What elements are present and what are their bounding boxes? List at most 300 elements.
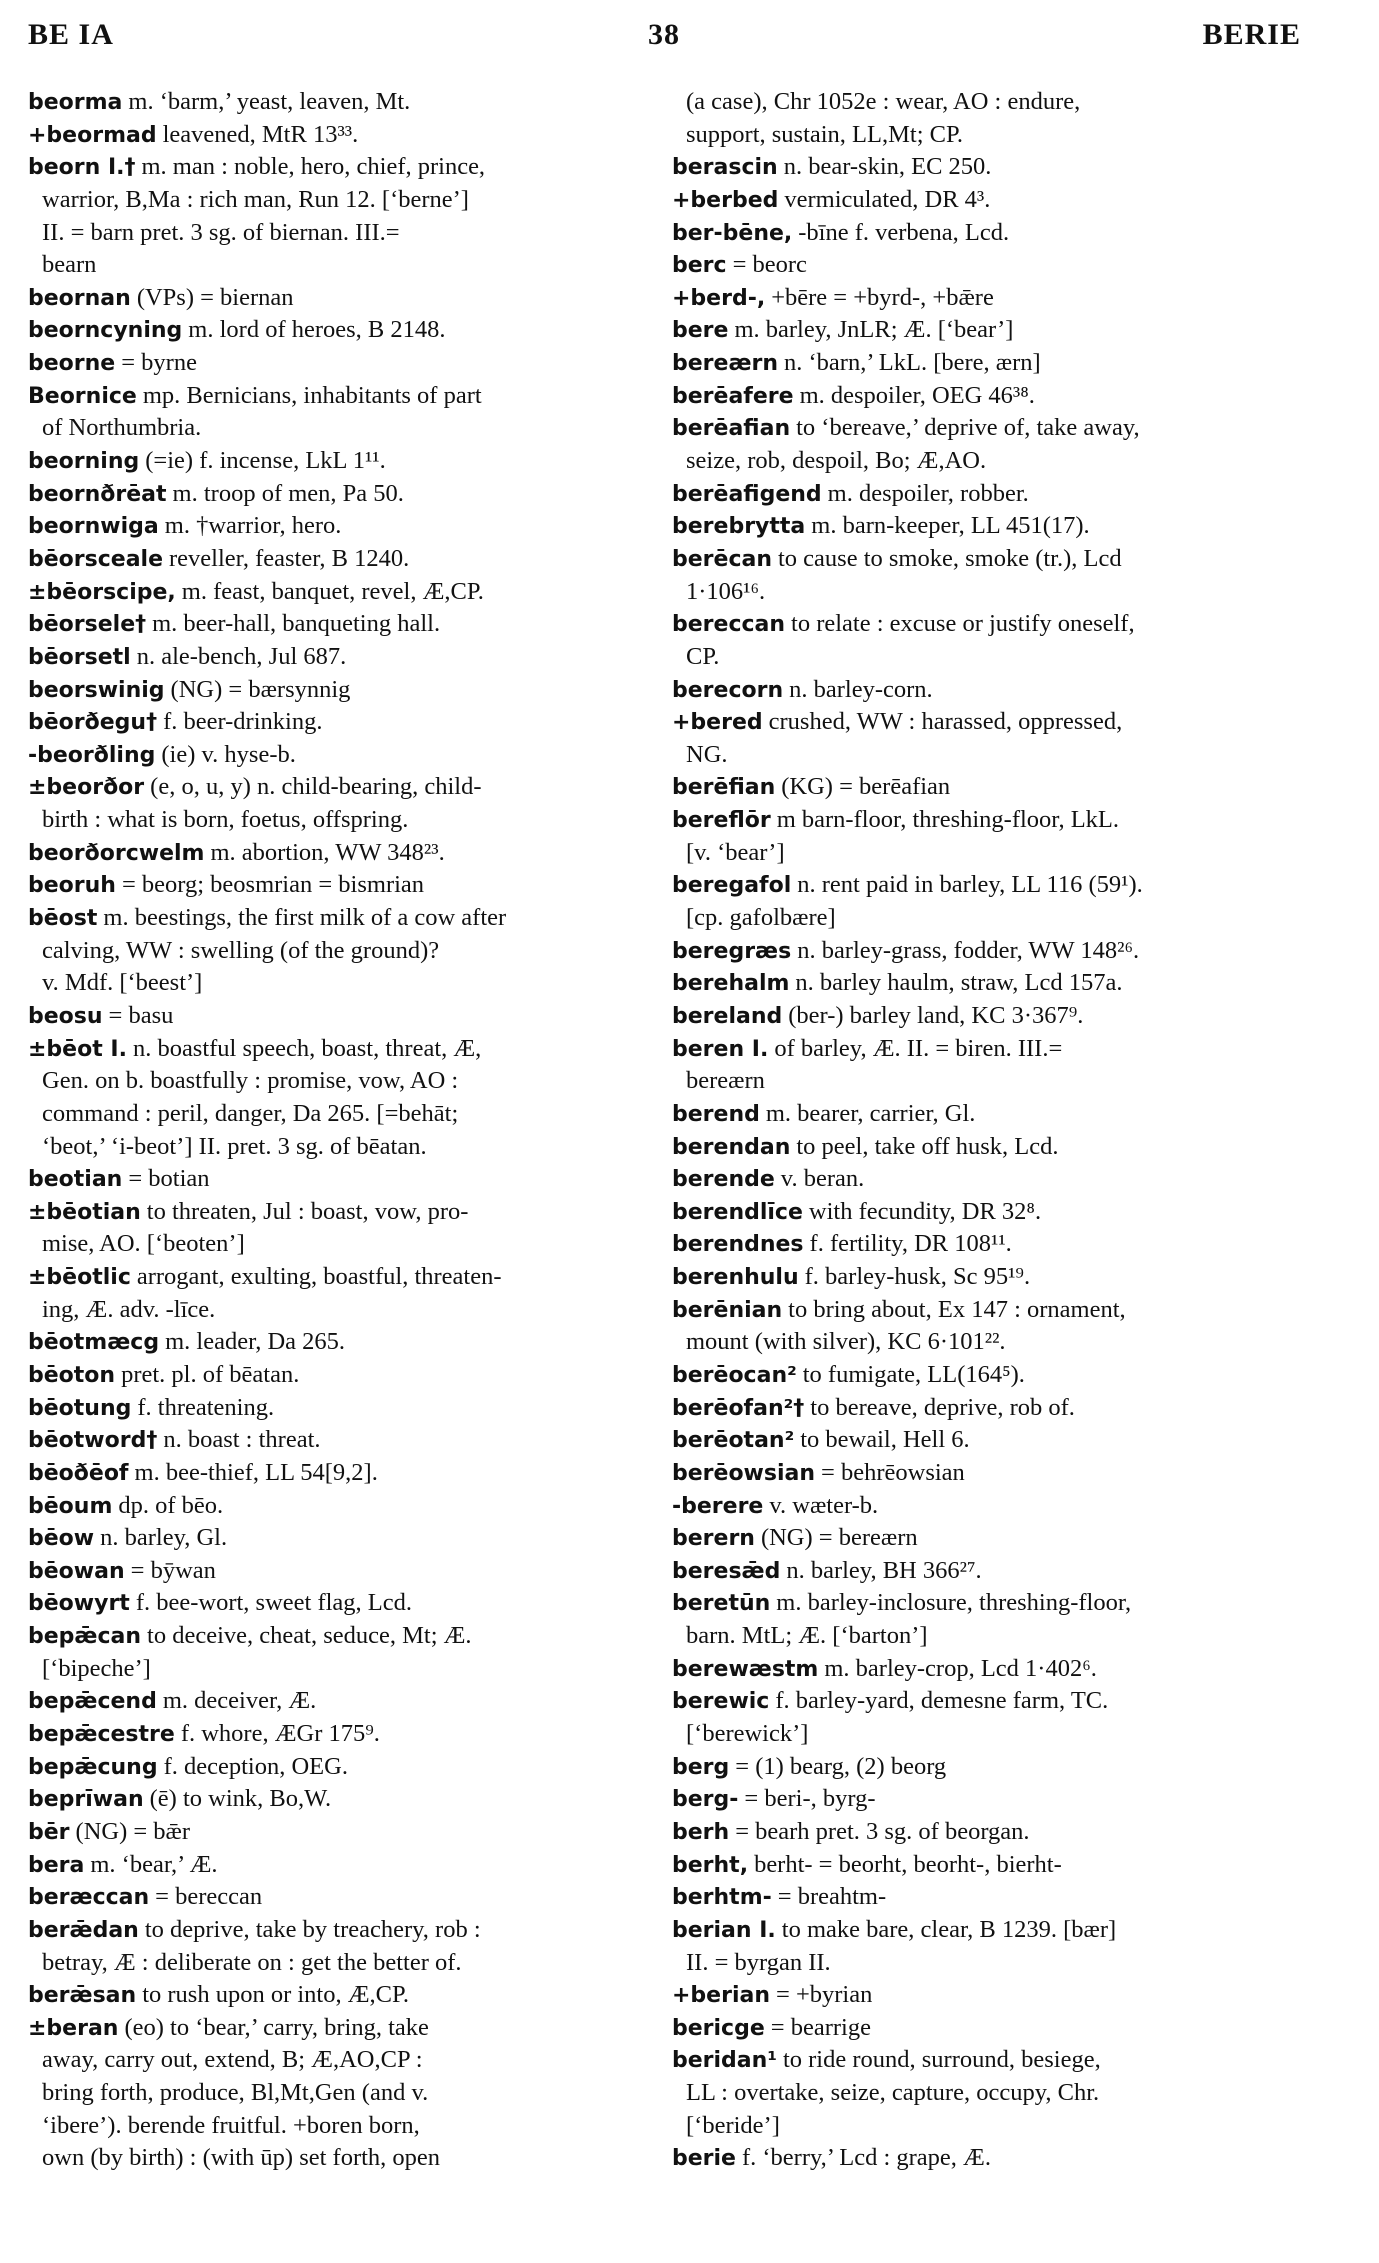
definition-text: f. deception, OEG. (163, 1752, 348, 1780)
definition-text: to make bare, clear, B 1239. [bær] (781, 1915, 1117, 1943)
headword: berēocan² (672, 1362, 797, 1388)
entry-continuation-line (672, 1718, 1304, 1751)
definition-text: [v. ‘bear’] (686, 838, 785, 866)
headword: bēoum (28, 1493, 113, 1519)
headword: beorðorcwelm (28, 840, 205, 866)
definition-text: to deprive, take by treachery, rob : (144, 1915, 481, 1943)
definition-text: with fecundity, DR 32⁸. (808, 1197, 1042, 1225)
definition-text: II. = barn pret. 3 sg. of biernan. III.= (42, 218, 400, 246)
dictionary-entry-line (28, 119, 658, 152)
headword: bēotword† (28, 1428, 158, 1454)
entry-continuation-line (28, 184, 658, 217)
dictionary-entry-line (672, 184, 1304, 217)
definition-text: = breahtm- (777, 1883, 887, 1911)
headword: +beormad (28, 122, 157, 148)
definition-text: f. whore, ÆGr 175⁹. (180, 1720, 380, 1748)
headword: ±bēotlic (28, 1265, 131, 1291)
entry-continuation-line (28, 217, 658, 250)
dictionary-entry-line (672, 771, 1304, 804)
headword: bēoton (28, 1362, 116, 1388)
definition-text: m. beestings, the first milk of a cow after (103, 904, 507, 932)
definition-text: n. rent paid in barley, LL 116 (59¹). (797, 871, 1143, 899)
dictionary-entry-line (672, 151, 1304, 184)
headword: berēnian (672, 1297, 783, 1323)
definition-text: dp. of bēo. (118, 1491, 224, 1519)
headword: berg (672, 1754, 730, 1780)
dictionary-entry-line (28, 1620, 658, 1653)
headword: ±beran (28, 2015, 119, 2041)
headword: bēoðēof (28, 1460, 129, 1486)
entry-continuation-line (672, 119, 1304, 152)
dictionary-entry-line (28, 1979, 658, 2012)
definition-text: = +byrian (776, 1981, 873, 2009)
definition-text: f. barley-husk, Sc 95¹⁹. (804, 1263, 1031, 1291)
dictionary-entry-line (28, 902, 658, 935)
definition-text: = (1) bearg, (2) beorg (735, 1752, 947, 1780)
dictionary-entry-line (672, 1228, 1304, 1261)
definition-text: f. bee-wort, sweet flag, Lcd. (135, 1589, 413, 1617)
headword: berēafian (672, 416, 791, 442)
headword: bereflōr (672, 808, 771, 834)
dictionary-entry-line (672, 1163, 1304, 1196)
dictionary-entry-line (672, 1783, 1304, 1816)
dictionary-entry-line (28, 739, 658, 772)
dictionary-entry-line (672, 249, 1304, 282)
definition-text: m barn-floor, threshing-floor, LkL. (776, 806, 1120, 834)
definition-text: NG. (686, 740, 728, 768)
entry-continuation-line (28, 2142, 658, 2175)
dictionary-entry-line (672, 1881, 1304, 1914)
headword: beoruh (28, 873, 116, 899)
entry-continuation-line (672, 641, 1304, 674)
headword: bēowyrt (28, 1591, 130, 1617)
definition-text: n. barley haulm, straw, Lcd 157a. (795, 969, 1123, 997)
headword: bereccan (672, 612, 786, 638)
definition-text: ‘beot,’ ‘i-beot’] II. pret. 3 sg. of bēatan. (42, 1132, 427, 1160)
dictionary-entry-line (28, 869, 658, 902)
dictionary-entry-line (672, 804, 1304, 837)
headword: berascin (672, 155, 778, 181)
definition-text: (VPs) = biernan (136, 283, 294, 311)
headword: berewic (672, 1689, 770, 1715)
dictionary-entry-line (672, 217, 1304, 250)
dictionary-entry-line (28, 445, 658, 478)
definition-text: (NG) = bærsynnig (170, 675, 351, 703)
dictionary-entry-line (672, 1587, 1304, 1620)
entry-continuation-line (672, 2110, 1304, 2143)
definition-text: (eo) to ‘bear,’ carry, bring, take (124, 2013, 429, 2041)
dictionary-entry-line (28, 641, 658, 674)
definition-text: m. ‘bear,’ Æ. (90, 1850, 218, 1878)
definition-text: = bereccan (155, 1883, 263, 1911)
headword: berēafere (672, 383, 794, 409)
definition-text: II. = byrgan II. (686, 1948, 831, 1976)
dictionary-entry-line (672, 1490, 1304, 1523)
headword: berern (672, 1526, 755, 1552)
headword: bēow (28, 1526, 95, 1552)
dictionary-entry-line (28, 314, 658, 347)
definition-text: v. Mdf. [‘beest’] (42, 969, 203, 997)
entry-continuation-line (672, 837, 1304, 870)
running-head-right: BERIE (1202, 18, 1301, 51)
headword: beornan (28, 285, 131, 311)
headword: beregræs (672, 938, 792, 964)
definition-text: n. barley-corn. (789, 675, 933, 703)
headword: ber-bēne, (672, 220, 793, 246)
definition-text: f. threatening. (137, 1393, 275, 1421)
dictionary-entry-line (672, 2012, 1304, 2045)
definition-text: m. feast, banquet, revel, Æ,CP. (181, 577, 484, 605)
entry-continuation-line (672, 1065, 1304, 1098)
definition-text: (KG) = berēafian (781, 773, 951, 801)
dictionary-entry-line (672, 2044, 1304, 2077)
dictionary-entry-line (672, 1033, 1304, 1066)
headword: beorn I.† (28, 155, 136, 181)
dictionary-entry-line (672, 347, 1304, 380)
definition-text: m. troop of men, Pa 50. (172, 479, 404, 507)
definition-text: seize, rob, despoil, Bo; Æ,AO. (686, 447, 987, 475)
definition-text: m. ‘barm,’ yeast, leaven, Mt. (128, 88, 411, 115)
definition-text: birth : what is born, foetus, offspring. (42, 806, 409, 834)
headword: bepǣcan (28, 1624, 142, 1650)
dictionary-entry-line (28, 1359, 658, 1392)
headword: beosu (28, 1003, 103, 1029)
headword: berǣsan (28, 1983, 137, 2009)
headword: berende (672, 1167, 775, 1193)
definition-text: = beorg; beosmrian = bismrian (121, 871, 425, 899)
headword: beorning (28, 449, 140, 475)
dictionary-entry-line (28, 608, 658, 641)
dictionary-entry-line (28, 1261, 658, 1294)
definition-text: n. bear-skin, EC 250. (783, 153, 992, 181)
entry-continuation-line (28, 1131, 658, 1164)
definition-text: n. barley-grass, fodder, WW 148²⁶. (797, 936, 1140, 964)
definition-text: m. beer-hall, banqueting hall. (152, 610, 441, 638)
definition-text: m. bearer, carrier, Gl. (765, 1099, 976, 1127)
definition-text: v. wæter-b. (769, 1491, 879, 1519)
headword: bēorsceale (28, 546, 163, 572)
definition-text: m. despoiler, robber. (827, 479, 1029, 507)
dictionary-entry-line (672, 1131, 1304, 1164)
dictionary-entry-line (672, 510, 1304, 543)
headword: berǣdan (28, 1917, 139, 1943)
definition-text: pret. pl. of bēatan. (121, 1360, 300, 1388)
definition-text: to bereave, deprive, rob of. (810, 1393, 1075, 1421)
entry-continuation-line (672, 739, 1304, 772)
definition-text: [cp. gafolbære] (686, 904, 836, 932)
definition-text: n. barley, Gl. (100, 1524, 228, 1552)
headword: berewæstm (672, 1656, 819, 1682)
definition-text: = bearrige (770, 2013, 871, 2041)
headword: bēost (28, 906, 98, 932)
headword: berecorn (672, 677, 784, 703)
entry-continuation-line (672, 576, 1304, 609)
headword: berendan (672, 1134, 791, 1160)
dictionary-entry-line (28, 151, 658, 184)
definition-text: m. leader, Da 265. (165, 1328, 346, 1356)
definition-text: of Northumbria. (42, 414, 202, 442)
headword: Beornice (28, 383, 137, 409)
headword: bereland (672, 1003, 783, 1029)
dictionary-entry-line (672, 1653, 1304, 1686)
dictionary-entry-line (28, 1326, 658, 1359)
headword: berendlīce (672, 1199, 803, 1225)
headword: beprīwan (28, 1787, 144, 1813)
definition-text: 1·106¹⁶. (686, 577, 766, 605)
dictionary-entry-line (672, 543, 1304, 576)
headword: bēorsele† (28, 612, 147, 638)
definition-text: m. abortion, WW 348²³. (210, 838, 445, 866)
headword: ±bēotian (28, 1199, 141, 1225)
dictionary-entry-line (672, 967, 1304, 1000)
definition-text: (ber-) barley land, KC 3·367⁹. (788, 1001, 1084, 1029)
entry-continuation-line (28, 412, 658, 445)
dictionary-entry-line (28, 282, 658, 315)
headword: berendnes (672, 1232, 804, 1258)
entry-continuation-line (28, 967, 658, 1000)
headword: bēotmæcg (28, 1330, 160, 1356)
headword: bēotung (28, 1395, 132, 1421)
dictionary-entry-line (28, 1000, 658, 1033)
definition-text: m. †warrior, hero. (164, 512, 342, 540)
headword: beregafol (672, 873, 792, 899)
headword: +berd-, (672, 285, 766, 311)
definition-text: = byrne (121, 349, 197, 377)
definition-text: n. ale-bench, Jul 687. (136, 642, 347, 670)
definition-text: arrogant, exulting, boastful, threaten- (136, 1263, 502, 1291)
definition-text: crushed, WW : harassed, oppressed, (768, 708, 1123, 736)
definition-text: LL : overtake, seize, capture, occupy, Chr. (686, 2079, 1100, 2107)
definition-text: (=ie) f. incense, LkL 1¹¹. (145, 447, 386, 475)
definition-text: warrior, B,Ma : rich man, Run 12. [‘berne’] (42, 185, 469, 213)
definition-text: to ride round, surround, besiege, (782, 2046, 1101, 2074)
definition-text: to peel, take off husk, Lcd. (796, 1132, 1059, 1160)
headword: +bered (672, 710, 763, 736)
dictionary-entry-line (672, 314, 1304, 347)
dictionary-entry-line (28, 1914, 658, 1947)
dictionary-entry-line (28, 543, 658, 576)
dictionary-entry-line (672, 1098, 1304, 1131)
definition-text: m. bee-thief, LL 54[9,2]. (134, 1458, 378, 1486)
headword: beren I. (672, 1036, 769, 1062)
definition-text: f. barley-yard, demesne farm, TC. (775, 1687, 1109, 1715)
running-head-left: BE IA (28, 18, 114, 51)
dictionary-entry-line (28, 771, 658, 804)
entry-continuation-line (28, 1653, 658, 1686)
definition-text: m. barley, JnLR; Æ. [‘bear’] (734, 316, 1014, 344)
headword: berie (672, 2146, 736, 2172)
headword: +berian (672, 1983, 771, 2009)
entry-continuation-line (28, 1294, 658, 1327)
dictionary-entry-line (28, 1196, 658, 1229)
dictionary-entry-line (672, 2142, 1304, 2175)
definition-text: to bewail, Hell 6. (800, 1426, 970, 1454)
headword: -beorðling (28, 742, 156, 768)
definition-text: to cause to smoke, smoke (tr.), Lcd (778, 544, 1122, 572)
headword: bepǣcung (28, 1754, 158, 1780)
headword: bēowan (28, 1558, 125, 1584)
dictionary-entry-line (28, 1816, 658, 1849)
headword: bera (28, 1852, 85, 1878)
dictionary-entry-line (28, 1685, 658, 1718)
dictionary-entry-line (28, 1555, 658, 1588)
dictionary-entry-line (672, 1555, 1304, 1588)
definition-text: (ie) v. hyse-b. (161, 740, 296, 768)
headword: berēotan² (672, 1428, 795, 1454)
definition-text: ‘ibere’). berende fruitful. +boren born, (42, 2111, 420, 2139)
dictionary-entry-line (28, 576, 658, 609)
headword: beridan¹ (672, 2048, 777, 2074)
dictionary-entry-line (672, 706, 1304, 739)
dictionary-entry-line (672, 935, 1304, 968)
dictionary-entry-line (28, 1849, 658, 1882)
headword: beorswinig (28, 677, 165, 703)
dictionary-entry-line (672, 282, 1304, 315)
dictionary-entry-line (672, 1359, 1304, 1392)
dictionary-entry-line (672, 1261, 1304, 1294)
headword: berht, (672, 1852, 749, 1878)
definition-text: (NG) = bereærn (760, 1524, 918, 1552)
definition-text: to rush upon or into, Æ,CP. (142, 1981, 409, 2009)
headword: beotian (28, 1167, 123, 1193)
definition-text: n. boastful speech, boast, threat, Æ, (132, 1034, 482, 1062)
dictionary-entry-line (28, 347, 658, 380)
headword: berēfian (672, 775, 776, 801)
entry-continuation-line (28, 804, 658, 837)
definition-text: to relate : excuse or justify oneself, (791, 610, 1135, 638)
definition-text: Gen. on b. boastfully : promise, vow, AO : (42, 1067, 459, 1095)
headword: beræccan (28, 1885, 150, 1911)
dictionary-entry-line (28, 478, 658, 511)
definition-text: own (by birth) : (with ūp) set forth, open (42, 2144, 441, 2172)
headword: berēofan²† (672, 1395, 805, 1421)
definition-text: n. barley, BH 366²⁷. (786, 1556, 982, 1584)
dictionary-entry-line (672, 380, 1304, 413)
dictionary-entry-line (28, 1490, 658, 1523)
entry-continuation-line (672, 1326, 1304, 1359)
dictionary-entry-line (28, 86, 658, 119)
entry-continuation-line (28, 1098, 658, 1131)
entry-continuation-line (672, 1947, 1304, 1980)
entry-continuation-line (672, 2077, 1304, 2110)
dictionary-entry-line (672, 1979, 1304, 2012)
dictionary-entry-line (28, 1392, 658, 1425)
definition-text: v. beran. (780, 1165, 865, 1193)
dictionary-entry-line (672, 1914, 1304, 1947)
headword: bereærn (672, 351, 779, 377)
definition-text: = bearh pret. 3 sg. of beorgan. (735, 1817, 1030, 1845)
right-column (672, 86, 1304, 2175)
headword: bēr (28, 1819, 70, 1845)
dictionary-entry-line (672, 1751, 1304, 1784)
definition-text: reveller, feaster, B 1240. (169, 544, 410, 572)
dictionary-entry-line (28, 510, 658, 543)
definition-text: CP. (686, 642, 720, 670)
definition-text: ing, Æ. adv. -līce. (42, 1295, 216, 1323)
definition-text: leavened, MtR 13³³. (162, 120, 359, 148)
definition-text: m. barn-keeper, LL 451(17). (811, 512, 1090, 540)
entry-continuation-line (672, 86, 1304, 119)
dictionary-entry-line (28, 706, 658, 739)
headword: beresǣd (672, 1558, 781, 1584)
definition-text: m. barley-crop, Lcd 1·402⁶. (824, 1654, 1097, 1682)
definition-text: calving, WW : swelling (of the ground)? (42, 936, 440, 964)
dictionary-entry-line (672, 1424, 1304, 1457)
left-column (28, 86, 658, 2175)
headword: berg- (672, 1787, 739, 1813)
dictionary-entry-line (672, 869, 1304, 902)
definition-text: = beorc (732, 251, 807, 279)
dictionary-entry-line (672, 1849, 1304, 1882)
definition-text: m. deceiver, Æ. (162, 1687, 317, 1715)
definition-text: m. despoiler, OEG 46³⁸. (799, 381, 1035, 409)
headword: +berbed (672, 187, 779, 213)
dictionary-entry-line (672, 478, 1304, 511)
headword: beornðrēat (28, 481, 167, 507)
headword: beretūn (672, 1591, 771, 1617)
dictionary-entry-line (672, 1457, 1304, 1490)
definition-text: m. lord of heroes, B 2148. (188, 316, 446, 344)
headword: beornwiga (28, 514, 159, 540)
definition-text: bring forth, produce, Bl,Mt,Gen (and v. (42, 2079, 429, 2107)
dictionary-entry-line (672, 412, 1304, 445)
headword: bericge (672, 2015, 765, 2041)
definition-text: away, carry out, extend, B; Æ,AO,CP : (42, 2046, 423, 2074)
headword: berhtm- (672, 1885, 772, 1911)
headword: ±beorðor (28, 775, 145, 801)
definition-text: to fumigate, LL(164⁵). (802, 1360, 1025, 1388)
dictionary-entry-line (28, 1522, 658, 1555)
headword: bepǣcestre (28, 1722, 175, 1748)
headword: beorne (28, 351, 116, 377)
definition-text: +bēre = +byrd-, +bǣre (771, 283, 994, 311)
dictionary-entry-line (672, 1294, 1304, 1327)
headword: -berere (672, 1493, 764, 1519)
entry-continuation-line (28, 249, 658, 282)
dictionary-entry-line (28, 1424, 658, 1457)
definition-text: to bring about, Ex 147 : ornament, (788, 1295, 1126, 1323)
definition-text: of barley, Æ. II. = biren. III.= (774, 1034, 1063, 1062)
definition-text: m. barley-inclosure, threshing-floor, (776, 1589, 1132, 1617)
headword: berēcan (672, 546, 772, 572)
entry-continuation-line (28, 2044, 658, 2077)
headword: bepǣcend (28, 1689, 157, 1715)
entry-continuation-line (672, 445, 1304, 478)
entry-continuation-line (672, 902, 1304, 935)
headword: bēorsetl (28, 644, 131, 670)
definition-text: = behrēowsian (821, 1458, 965, 1486)
dictionary-entry-line (28, 1587, 658, 1620)
dictionary-entry-line (672, 1196, 1304, 1229)
headword: berend (672, 1101, 760, 1127)
entry-continuation-line (28, 1228, 658, 1261)
headword: bēorðegu† (28, 710, 158, 736)
headword: berēafigend (672, 481, 822, 507)
definition-text: (ē) to wink, Bo,W. (149, 1785, 332, 1813)
headword: beorma (28, 90, 123, 115)
definition-text: = beri-, byrg- (744, 1785, 876, 1813)
dictionary-entry-line (28, 380, 658, 413)
definition-text: vermiculated, DR 4³. (784, 185, 991, 213)
definition-text: n. boast : threat. (163, 1426, 321, 1454)
definition-text: [‘berewick’] (686, 1720, 809, 1748)
definition-text: m. man : noble, hero, chief, prince, (141, 153, 486, 181)
definition-text: [‘beride’] (686, 2111, 780, 2139)
dictionary-entry-line (672, 674, 1304, 707)
entry-continuation-line (28, 935, 658, 968)
entry-continuation-line (28, 2077, 658, 2110)
entry-continuation-line (28, 1065, 658, 1098)
